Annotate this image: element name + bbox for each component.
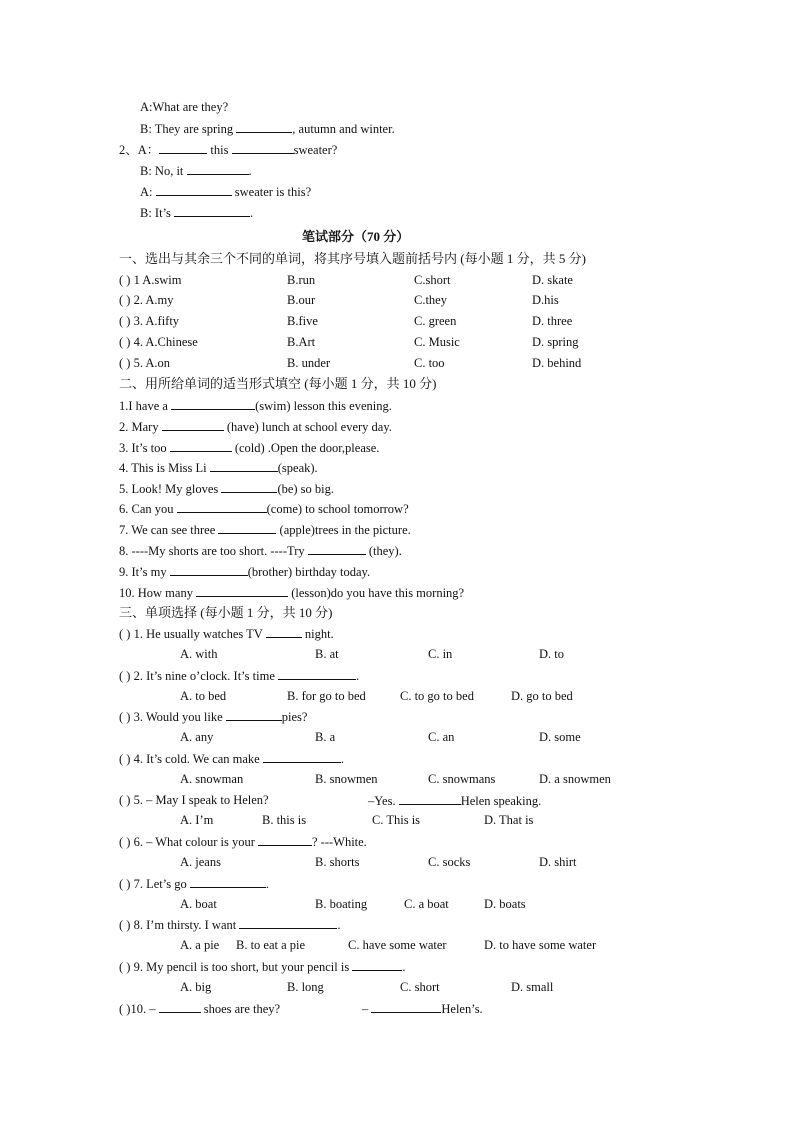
option-b[interactable]: B. for go to bed [287, 689, 366, 703]
section3-heading: 三、单项选择 (每小题 1 分，共 10 分) [119, 605, 333, 620]
option-d: D. behind [532, 356, 582, 370]
text: . [356, 669, 360, 683]
option-b: B.our [287, 293, 316, 307]
text: (lesson)do you have this morning? [288, 586, 465, 600]
fill-item [119, 439, 379, 456]
text: 6. Can you [119, 502, 177, 516]
text: ( ) 1. He usually watches TV [119, 627, 266, 641]
text: 4. This is Miss Li [119, 461, 210, 475]
text: pies? [281, 710, 308, 724]
mc-question [119, 708, 307, 725]
text: (brother) birthday today. [247, 565, 371, 579]
option-b[interactable]: B. this is [262, 813, 307, 827]
blank[interactable] [171, 397, 255, 410]
text: 5. Look! My gloves [119, 482, 222, 496]
mc-question [119, 625, 334, 642]
option-a[interactable]: A. to bed [180, 689, 227, 703]
text: 9. It’s my [119, 565, 170, 579]
listening-line-3 [119, 141, 337, 158]
option-b: B. under [287, 356, 331, 370]
blank[interactable] [232, 141, 294, 154]
mc-question [119, 833, 367, 850]
option-d[interactable]: D. boats [484, 897, 526, 911]
option-a[interactable]: A. jeans [180, 855, 221, 869]
option-c: C. Music [414, 335, 460, 349]
mc-question-response [362, 1000, 483, 1017]
text: ( ) 9. My pencil is too short, but your pencil is [119, 960, 353, 974]
listening-line-6 [140, 204, 253, 221]
listening-line-4 [140, 162, 252, 179]
blank[interactable] [278, 667, 356, 680]
option-b[interactable]: B. shorts [315, 855, 360, 869]
blank[interactable] [170, 563, 248, 576]
fill-item [119, 584, 464, 601]
text: . [248, 164, 252, 178]
text: . [340, 752, 344, 766]
blank[interactable] [239, 916, 337, 929]
blank[interactable] [170, 439, 232, 452]
option-c: C. too [414, 356, 445, 370]
option-c: C. green [414, 314, 457, 328]
text: (cold) .Open the door,please. [231, 441, 380, 455]
text: ( ) 7. Let’s go [119, 877, 190, 891]
text: ? ---White. [311, 835, 367, 849]
question-stem: ( ) 2. A.my [119, 293, 174, 307]
option-b[interactable]: B. snowmen [315, 772, 378, 786]
text: B: They are spring [140, 122, 237, 136]
blank[interactable] [226, 708, 282, 721]
fill-item [119, 542, 402, 559]
option-c[interactable]: C. snowmans [428, 772, 496, 786]
option-d[interactable]: D. a snowmen [539, 772, 611, 786]
option-b: B.run [287, 273, 316, 287]
text: 1.I have a [119, 399, 172, 413]
fill-item [119, 459, 318, 476]
option-a[interactable]: A. snowman [180, 772, 244, 786]
text: shoes are they? [200, 1002, 281, 1016]
mc-question [119, 750, 344, 767]
option-d[interactable]: D. shirt [539, 855, 577, 869]
option-b: B.five [287, 314, 318, 328]
option-b[interactable]: B. at [315, 647, 339, 661]
fill-item [119, 563, 370, 580]
blank[interactable] [218, 521, 276, 534]
listening-line-5 [140, 183, 311, 200]
text: – [362, 1002, 372, 1016]
option-a[interactable]: A. any [180, 730, 214, 744]
option-b[interactable]: B. to eat a pie [236, 938, 306, 952]
option-b[interactable]: B. boating [315, 897, 368, 911]
text: (they). [365, 544, 402, 558]
text: 7. We can see three [119, 523, 219, 537]
text: Helen’s. [441, 1002, 483, 1016]
text: . [250, 206, 254, 220]
text: . [337, 918, 341, 932]
mc-question [119, 792, 269, 808]
question-stem: ( ) 3. A.fifty [119, 314, 180, 328]
blank[interactable] [156, 183, 232, 196]
question-stem: ( ) 4. A.Chinese [119, 335, 198, 349]
text: ( )10. – [119, 1002, 159, 1016]
option-a[interactable]: A. a pie [180, 938, 220, 952]
listening-line-2 [140, 120, 395, 137]
text: (have) lunch at school every day. [223, 420, 392, 434]
blank[interactable] [159, 1000, 201, 1013]
option-d[interactable]: D. That is [484, 813, 534, 827]
text: this [207, 143, 232, 157]
text: B: It’s [140, 206, 175, 220]
option-c[interactable]: C. an [428, 730, 455, 744]
text: ( ) 4. It’s cold. We can make [119, 752, 263, 766]
text: , autumn and winter. [292, 122, 395, 136]
text: –Yes. [368, 794, 399, 808]
option-d[interactable]: D. small [511, 980, 554, 994]
fill-item [119, 500, 409, 517]
listening-line-1: A:What are they? [140, 100, 229, 114]
option-c[interactable]: C. have some water [348, 938, 447, 952]
text: (come) to school tomorrow? [266, 502, 409, 516]
option-c[interactable]: C. a boat [404, 897, 449, 911]
option-b[interactable]: B. long [287, 980, 324, 994]
mc-question-response [368, 792, 541, 809]
option-a[interactable]: A. big [180, 980, 212, 994]
blank[interactable] [399, 792, 461, 805]
option-d[interactable]: D. to have some water [484, 938, 597, 952]
section1-heading: 一、选出与其余三个不同的单词，将其序号填入题前括号内 (每小题 1 分，共 5 分) [119, 251, 586, 266]
text: ( ) 5. – May I speak to Helen? [119, 793, 269, 807]
text: B: No, it [140, 164, 187, 178]
text: 2. Mary [119, 420, 162, 434]
option-b[interactable]: B. a [315, 730, 336, 744]
option-d[interactable]: D. some [539, 730, 581, 744]
blank[interactable] [159, 141, 207, 154]
blank[interactable] [352, 958, 402, 971]
option-d: D.his [532, 293, 559, 307]
fill-item [119, 418, 392, 435]
option-d[interactable]: D. go to bed [511, 689, 573, 703]
blank[interactable] [196, 584, 288, 597]
text: ( ) 8. I’m thirsty. I want [119, 918, 240, 932]
fill-item [119, 521, 411, 538]
blank[interactable] [221, 480, 277, 493]
option-a[interactable]: A. with [180, 647, 218, 661]
option-d: D. skate [532, 273, 573, 287]
blank[interactable] [236, 120, 292, 133]
written-section-title: 笔试部分（70 分） [302, 229, 410, 244]
mc-question [119, 958, 405, 975]
blank[interactable] [174, 204, 250, 217]
option-a[interactable]: A. boat [180, 897, 217, 911]
text: sweater is this? [231, 185, 312, 199]
blank[interactable] [258, 833, 312, 846]
mc-question [119, 875, 269, 892]
text: 8. ----My shorts are too short. ----Try [119, 544, 308, 558]
text: ( ) 2. It’s nine o’clock. It’s time [119, 669, 278, 683]
option-c[interactable]: C. short [400, 980, 440, 994]
option-d: D. three [532, 314, 573, 328]
option-c[interactable]: C. This is [372, 813, 421, 827]
question-stem: ( ) 5. A.on [119, 356, 171, 370]
blank[interactable] [263, 750, 341, 763]
text: night. [301, 627, 334, 641]
option-d: D. spring [532, 335, 579, 349]
text: (be) so big. [277, 482, 335, 496]
option-c[interactable]: C. in [428, 647, 453, 661]
text: . [265, 877, 269, 891]
option-a[interactable]: A. I’m [180, 813, 214, 827]
question-stem: ( ) 1 A.swim [119, 273, 182, 287]
blank[interactable] [187, 162, 249, 175]
text: (swim) lesson this evening. [255, 399, 392, 413]
blank[interactable] [162, 418, 224, 431]
option-c[interactable]: C. to go to bed [400, 689, 474, 703]
text: Helen speaking. [460, 794, 542, 808]
text: sweater? [293, 143, 338, 157]
section2-heading: 二、用所给单词的适当形式填空 (每小题 1 分，共 10 分) [119, 376, 437, 391]
blank[interactable] [210, 459, 278, 472]
text: (speak). [277, 461, 318, 475]
blank[interactable] [190, 875, 266, 888]
text: 2、A： [119, 143, 160, 157]
option-c: C.short [414, 273, 451, 287]
text: ( ) 3. Would you like [119, 710, 226, 724]
text: ( ) 6. – What colour is your [119, 835, 258, 849]
text: (apple)trees in the picture. [276, 523, 411, 537]
option-b: B.Art [287, 335, 316, 349]
text: 3. It’s too [119, 441, 170, 455]
text: . [402, 960, 406, 974]
blank[interactable] [177, 500, 267, 513]
mc-question [119, 916, 340, 933]
mc-question [119, 667, 359, 684]
text: A: [140, 185, 156, 199]
option-d[interactable]: D. to [539, 647, 564, 661]
blank[interactable] [371, 1000, 441, 1013]
fill-item [119, 397, 392, 414]
option-c: C.they [414, 293, 447, 307]
fill-item [119, 480, 334, 497]
blank[interactable] [308, 542, 366, 555]
blank[interactable] [266, 625, 302, 638]
mc-question [119, 1000, 280, 1017]
text: 10. How many [119, 586, 197, 600]
option-c[interactable]: C. socks [428, 855, 471, 869]
